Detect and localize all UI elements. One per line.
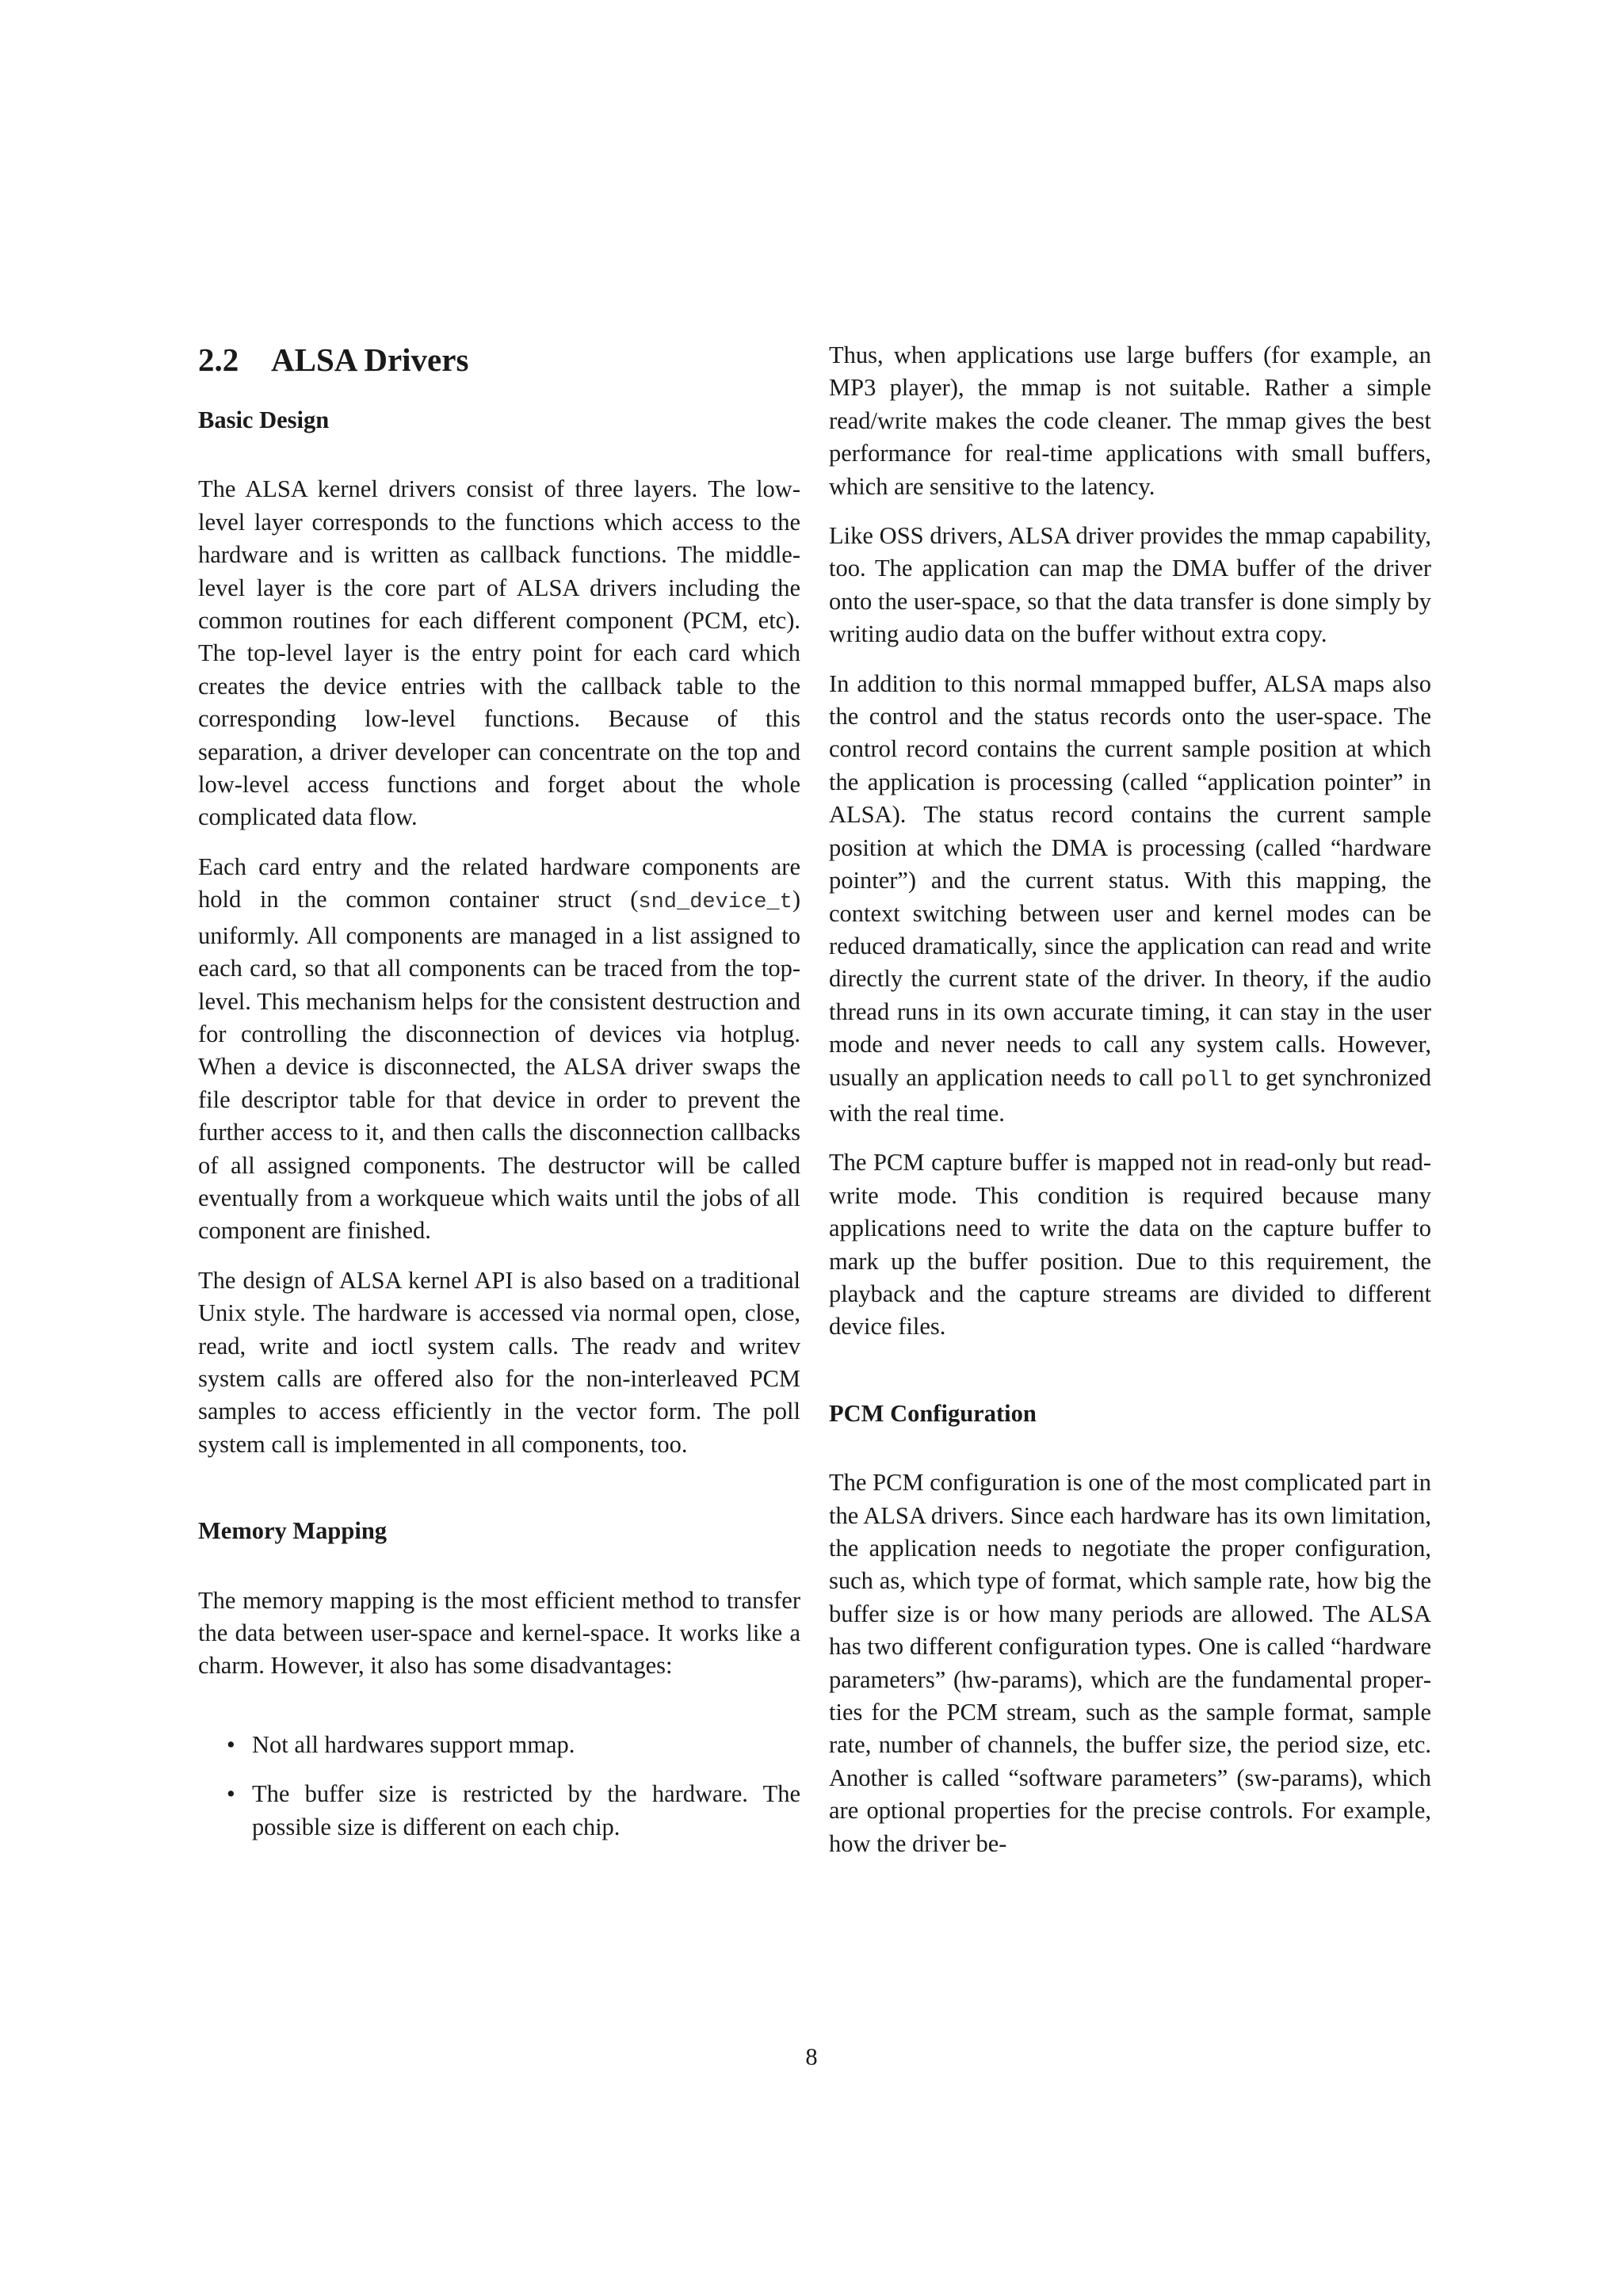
paragraph: Each card entry and the related hardware components are hold in the common container struct (snd_device_t) uniformly. All components are managed in a list assigned to each card, so that all components can be traced from the top-level. This mechanism helps for the consistent destruction and for controlling the disconnection of devices via hotplug. When a device is disconnected, the ALSA driver swaps the file descriptor table for that device in order to prevent the further access to it, and then calls the disconnection callbacks of all assigned components. The destructor will be called eventually from a workqueue which waits until the jobs of all component are finished. bbox=[198, 852, 800, 1245]
bullet-icon: • bbox=[227, 1780, 235, 1808]
subsection-heading-pcm-configuration: PCM Configuration bbox=[829, 1399, 1037, 1427]
paragraph: The ALSA kernel drivers consist of three layers. The low-level layer corresponds to the functions which access to the hardware and is written as callback functions. The middle-level layer is the core part of ALSA drivers including the common routines for each different component (PCM, etc). The top-level layer is the entry point for each card which creates the device entries with the callback table to the corresponding low-level functions. Because of this separation, a driver developer can concentrate on the top and low-level access functions and forget about the whole complicated data flow. bbox=[198, 475, 800, 831]
inline-code: poll bbox=[1181, 1068, 1233, 1093]
list-item: • The buffer size is restricted by the hardware. The possible size is different on each chip. bbox=[198, 1778, 800, 1844]
section-heading bbox=[198, 339, 800, 380]
paragraph: In addition to this normal mmapped buffer, ALSA maps also the control and the status records onto the user-space. The control record contains the current sample position at which the application is processing (called “application pointer” in ALSA). The status record contains the current sample position at which the DMA is processing (called “hardware pointer”) and the current status. With this mapping, the context switching between user and kernel modes can be reduced dramatically, since the application can read and write directly the current state of the driver. In theory, if the audio thread runs in its own accurate timing, it can stay in the user mode and never needs to call any system calls. However, usually an application needs to call poll to get synchronized with the real time. bbox=[829, 669, 1431, 1127]
paragraph: Thus, when applications use large buffers (for example, an MP3 player), the mmap is not suitable. Rather a simple read/write makes the code cleaner. The mmap gives the best performance for real-time applications with small buffers, which are sensitive to the latency. bbox=[829, 341, 1431, 500]
left-column bbox=[198, 339, 800, 1860]
page-number: 8 bbox=[805, 2043, 818, 2070]
bullet-list bbox=[198, 1729, 800, 1844]
bullet-icon: • bbox=[227, 1730, 235, 1758]
right-column bbox=[829, 339, 1431, 1877]
paragraph: Like OSS drivers, ALSA driver provides the mmap capability, too. The application can map the DMA buffer of the driver onto the user-space, so that the data transfer is done simply by writing audio data on the buffer without extra copy. bbox=[829, 522, 1431, 648]
inline-code: snd_device_t bbox=[638, 891, 792, 915]
section-title: ALSA Drivers bbox=[271, 341, 469, 378]
paragraph: The PCM configuration is one of the most complicated part in the ALSA drivers. Since each hardware has its own limitation, the application needs to negotiate the proper configuration, such as, which type of format, which sample rate, how big the buffer size is or how many periods are allowed. The ALSA has two different configuration types. One is called “hardware parameters” (hw-params), which are the fundamental properties for the PCM stream, such as the sample format, sample rate, number of channels, the buffer size, the period size, etc. Another is called “software parameters” (sw-params), which are optional properties for the precise controls. For example, how the driver be- bbox=[829, 1469, 1431, 1857]
subsection-heading-basic-design: Basic Design bbox=[198, 406, 330, 433]
paragraph: The memory mapping is the most efficient method to transfer the data between user-space and kernel-space. It works like a charm. However, it also has some disadvantages: bbox=[198, 1586, 800, 1680]
paragraph: The design of ALSA kernel API is also based on a traditional Unix style. The hardware is accessed via normal open, close, read, write and ioctl system calls. The readv and writev system calls are offered also for the non-interleaved PCM samples to access efficiently in the vector form. The poll system call is implemented in all components, too. bbox=[198, 1266, 800, 1458]
section-number: 2.2 bbox=[198, 341, 239, 378]
list-item: • Not all hardwares support mmap. bbox=[198, 1729, 800, 1761]
subsection-heading-memory-mapping: Memory Mapping bbox=[198, 1517, 388, 1545]
paragraph: The PCM capture buffer is mapped not in read-only but read-write mode. This condition is required because many applications need to write the data on the capture buffer to mark up the buffer position. Due to this requirement, the playback and the capture streams are divided to different device files. bbox=[829, 1149, 1431, 1341]
